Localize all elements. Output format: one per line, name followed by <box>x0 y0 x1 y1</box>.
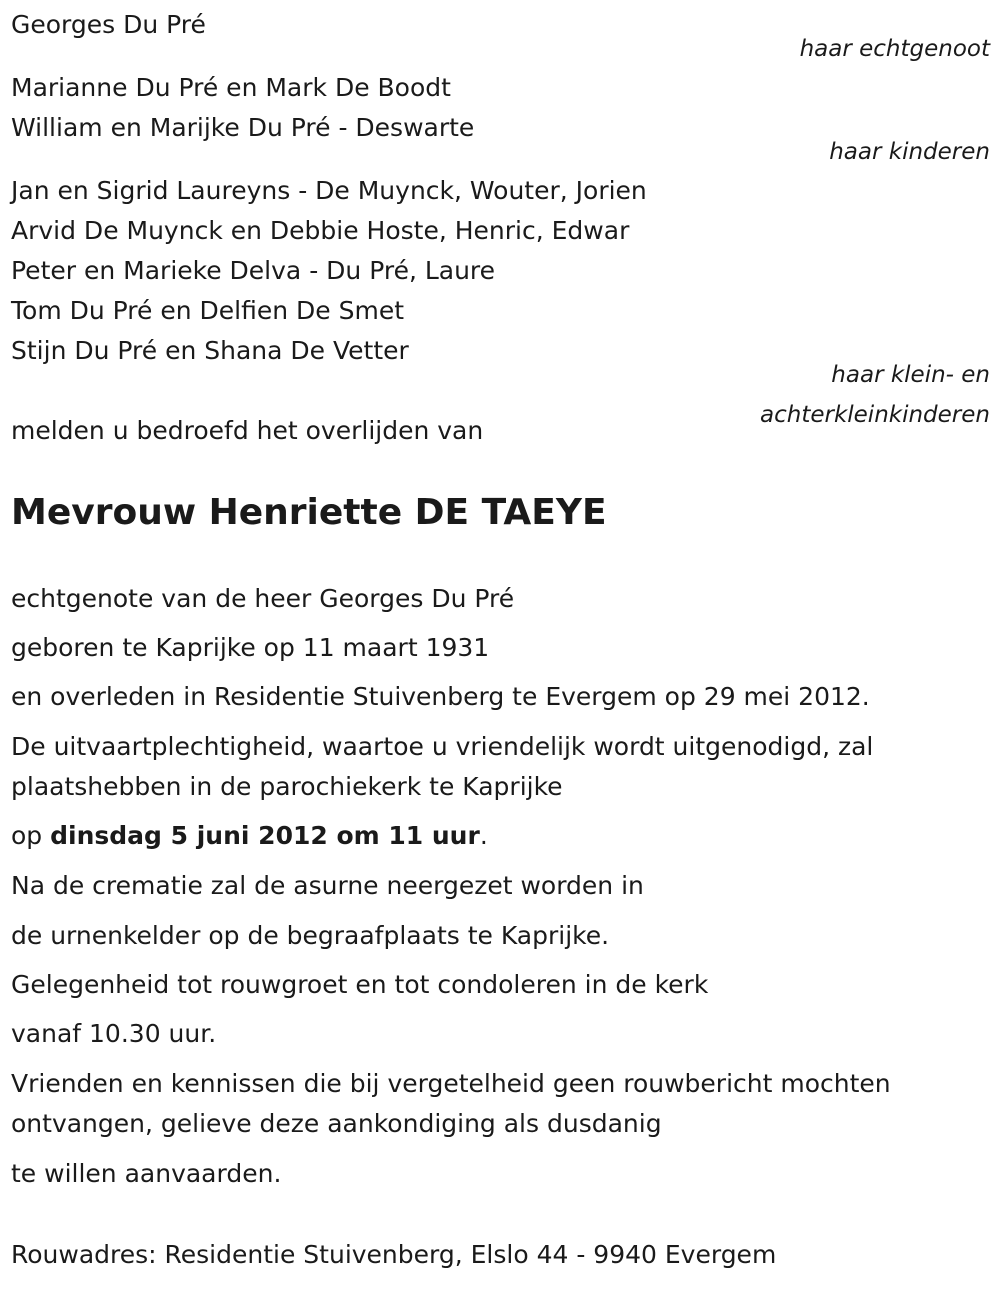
detail-ceremony: plaatshebben in de parochiekerk te Kaprijke <box>11 772 563 801</box>
detail-notice: ontvangen, gelieve deze aankondiging als dusdanig <box>11 1109 662 1138</box>
detail-date <box>11 821 488 851</box>
mourning-address: Rouwadres: Residentie Stuivenberg, Elslo 44 - 9940 Evergem <box>11 1240 777 1269</box>
detail-spouse: echtgenote van de heer Georges Du Pré <box>11 584 515 613</box>
grandchildren-role: haar klein- en <box>831 362 990 388</box>
child-line: William en Marijke Du Pré - Deswarte <box>11 113 475 142</box>
grandchild-line: Peter en Marieke Delva - Du Pré, Laure <box>11 256 496 285</box>
spouse-role: haar echtgenoot <box>799 36 990 62</box>
detail-cremation: de urnenkelder op de begraafplaats te Kaprijke. <box>11 921 610 950</box>
grandchild-line: Arvid De Muynck en Debbie Hoste, Henric, Edwar <box>11 216 630 245</box>
detail-ceremony: De uitvaartplechtigheid, waartoe u vriendelijk wordt uitgenodigd, zal <box>11 732 874 761</box>
detail-notice: te willen aanvaarden. <box>11 1159 282 1188</box>
date-prefix: op <box>11 821 51 850</box>
announcement-text: melden u bedroefd het overlijden van <box>11 416 484 445</box>
grandchild-line: Jan en Sigrid Laureyns - De Muynck, Wouter, Jorien <box>11 176 647 205</box>
detail-born: geboren te Kaprijke op 11 maart 1931 <box>11 633 490 662</box>
spouse-name: Georges Du Pré <box>11 10 206 39</box>
detail-died: en overleden in Residentie Stuivenberg te Evergem op 29 mei 2012. <box>11 682 870 711</box>
grandchild-line: Tom Du Pré en Delfien De Smet <box>11 296 405 325</box>
date-suffix: . <box>479 821 488 850</box>
grandchildren-role: achterkleinkinderen <box>760 402 990 428</box>
date-bold: dinsdag 5 juni 2012 om 11 uur <box>50 821 480 850</box>
child-line: Marianne Du Pré en Mark De Boodt <box>11 73 451 102</box>
children-role: haar kinderen <box>829 139 990 165</box>
detail-condolence: Gelegenheid tot rouwgroet en tot condoleren in de kerk <box>11 970 709 999</box>
detail-condolence: vanaf 10.30 uur. <box>11 1019 217 1048</box>
grandchild-line: Stijn Du Pré en Shana De Vetter <box>11 336 409 365</box>
deceased-name: Mevrouw Henriette DE TAEYE <box>11 492 607 533</box>
detail-notice: Vrienden en kennissen die bij vergetelheid geen rouwbericht mochten <box>11 1069 891 1098</box>
detail-cremation: Na de crematie zal de asurne neergezet worden in <box>11 871 644 900</box>
